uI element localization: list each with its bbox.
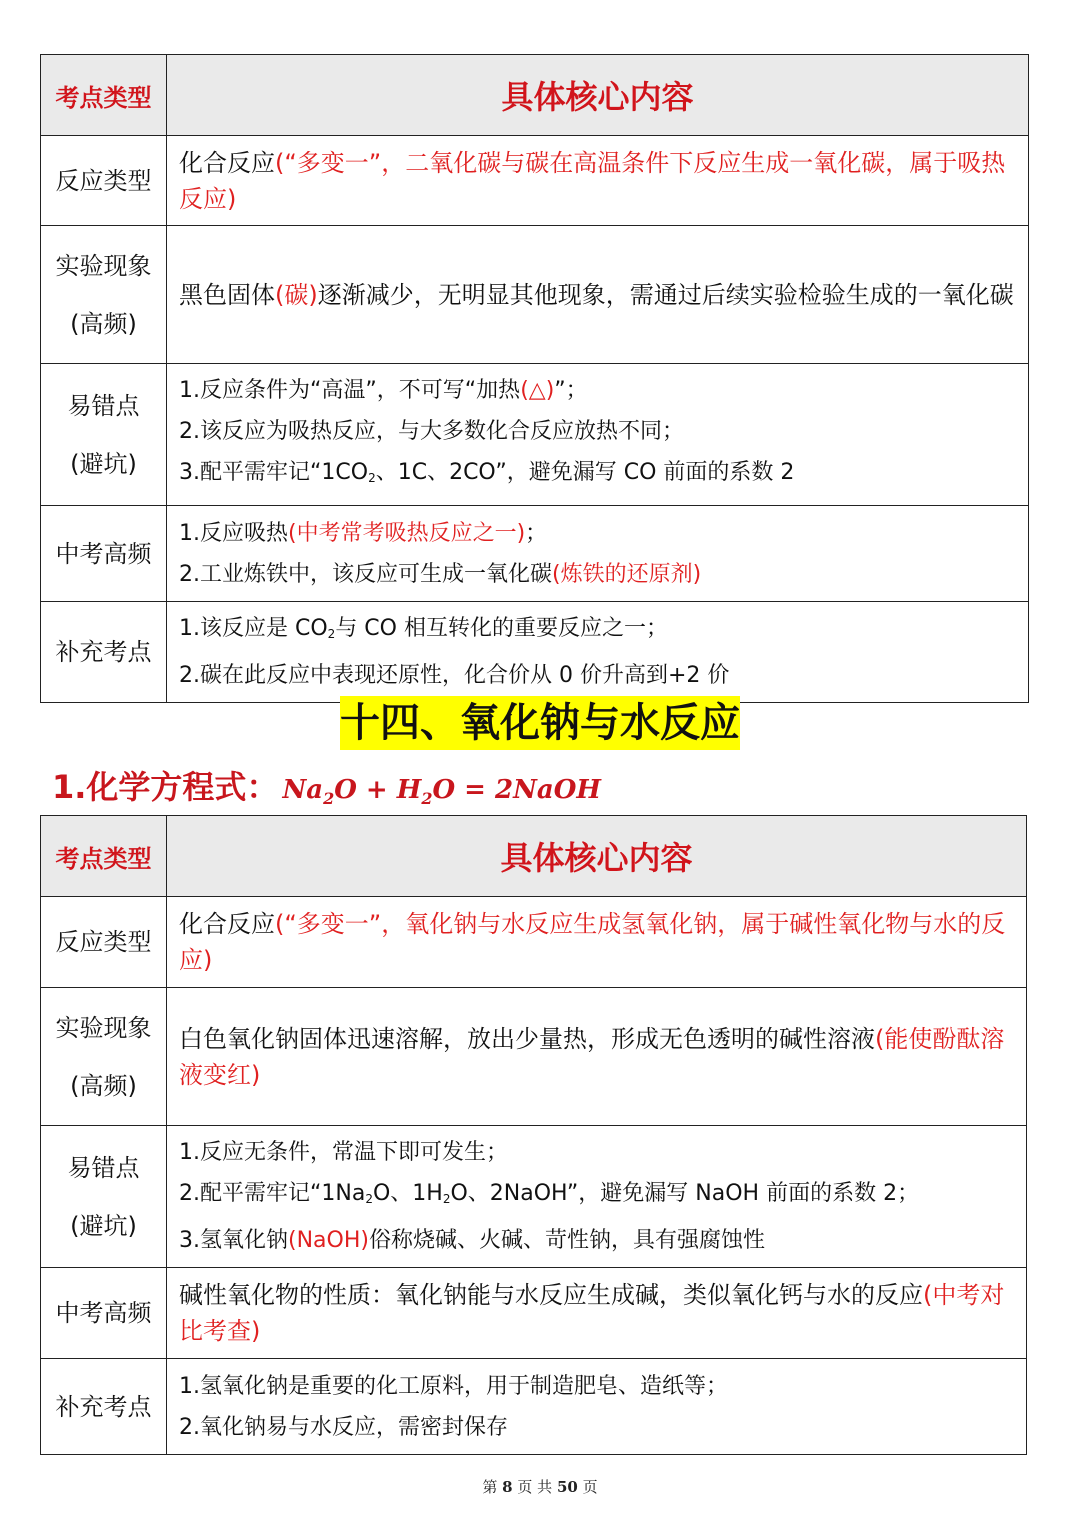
item-text: 2.配平需牢记“1Na (179, 1181, 366, 1206)
label-line: (高频) (70, 309, 137, 338)
equation-line (52, 762, 601, 812)
item-note: (NaOH) (288, 1228, 369, 1253)
table-row (41, 897, 1027, 988)
content-note: (能使酚酞溶液变红) (179, 1024, 1005, 1089)
label-line: (避坑) (70, 1211, 137, 1240)
section-title: 十四、氧化钠与水反应 (340, 696, 740, 750)
item-text: 3.配平需牢记“1CO (179, 460, 369, 485)
item-text: 1.该反应是 CO (179, 616, 328, 641)
row-label: 中考高频 (41, 1268, 167, 1359)
row-label (41, 364, 167, 506)
item-note: (△) (520, 378, 555, 403)
table-row (41, 602, 1029, 703)
item-note: (炼铁的还原剂) (552, 561, 702, 587)
subscript: 2 (368, 471, 376, 485)
list-item (179, 608, 1018, 655)
item-note: (中考常考吸热反应之一) (288, 520, 526, 546)
item-text: O、1H (372, 1181, 443, 1206)
chemical-equation: $Na_2O + H_2O$ = 2NaOH (282, 775, 601, 809)
subscript: 2 (327, 627, 336, 641)
header-category: 考点类型 (41, 816, 167, 897)
item-text: 1.反应条件为“高温”，不可写“加热 (179, 378, 521, 403)
header-content: 具体核心内容 (167, 816, 1027, 897)
list-item: 2.碳在此反应中表现还原性，化合价从 0 价升高到+2 价 (179, 663, 730, 688)
table-row (41, 506, 1029, 602)
content-note: (碳) (275, 280, 318, 309)
item-text: 3.氢氧化钠 (179, 1228, 288, 1253)
row-content (167, 506, 1029, 602)
content-text: 化合反应 (179, 148, 275, 177)
row-label (41, 226, 167, 364)
list-item: 1.反应无条件，常温下即可发生； (179, 1140, 508, 1165)
table-header-row (41, 816, 1027, 897)
table-sodium-oxide-reaction (40, 815, 1027, 1455)
content-note: (中考对比考查) (179, 1281, 1005, 1345)
row-label: 反应类型 (41, 136, 167, 226)
row-label: 反应类型 (41, 897, 167, 988)
content-text: 碱性氧化物的性质：氧化钠能与水反应生成碱，类似氧化钙与水的反应 (179, 1281, 923, 1309)
label-line: (避坑) (70, 449, 137, 478)
label-line: 实验现象 (55, 1013, 152, 1042)
row-content (167, 1359, 1027, 1455)
item-text: 俗称烧碱、火碱、苛性钠，具有强腐蚀性 (368, 1228, 765, 1253)
page-footer (0, 1476, 1080, 1497)
table-row (41, 1268, 1027, 1359)
list-item: 1.氢氧化钠是重要的化工原料，用于制造肥皂、造纸等； (179, 1373, 728, 1399)
row-label: 补充考点 (41, 602, 167, 703)
item-text: 1.反应吸热 (179, 520, 288, 546)
row-content (167, 1126, 1027, 1268)
content-text: 逐渐减少，无明显其他现象，需通过后续实验检验生成的一氧化碳 (317, 280, 1014, 309)
item-text: 与 CO 相互转化的重要反应之一； (335, 616, 668, 641)
label-line: 实验现象 (55, 251, 152, 280)
row-content (167, 364, 1029, 506)
list-item (179, 370, 1018, 411)
item-text: 2.工业炼铁中，该反应可生成一氧化碳 (179, 561, 552, 587)
table-row (41, 1126, 1027, 1268)
table-row (41, 988, 1027, 1126)
row-content (167, 1268, 1027, 1359)
subscript: 2 (365, 1192, 373, 1206)
list-item (179, 554, 1018, 595)
row-label (41, 1126, 167, 1268)
list-item (179, 452, 1018, 499)
table-row (41, 1359, 1027, 1455)
content-text: 化合反应 (179, 910, 275, 938)
content-text: 白色氧化钠固体迅速溶解，放出少量热，形成无色透明的碱性溶液 (179, 1024, 875, 1053)
content-text: 黑色固体 (179, 280, 275, 309)
label-line: 易错点 (67, 1153, 140, 1182)
row-content (167, 136, 1029, 226)
row-label (41, 988, 167, 1126)
footer-text: 页 (582, 1478, 598, 1496)
subscript: 2 (442, 1192, 451, 1206)
header-content: 具体核心内容 (167, 55, 1029, 136)
list-item: 2.氧化钠易与水反应，需密封保存 (179, 1414, 508, 1440)
row-label: 补充考点 (41, 1359, 167, 1455)
label-line: 易错点 (67, 391, 140, 420)
page-total: 50 (556, 1478, 578, 1496)
label-line: (高频) (70, 1071, 137, 1100)
equation-label: 1.化学方程式： (52, 768, 279, 806)
header-category: 考点类型 (41, 55, 167, 136)
row-content (167, 602, 1029, 703)
footer-text: 第 (482, 1478, 498, 1496)
item-text: 、1C、2CO”，避免漏写 CO 前面的系数 2 (375, 460, 795, 485)
table-row (41, 226, 1029, 364)
row-content (167, 226, 1029, 364)
list-item (179, 513, 1018, 554)
list-item: 2.该反应为吸热反应，与大多数化合反应放热不同； (179, 419, 684, 444)
row-content (167, 988, 1027, 1126)
list-item (179, 1173, 1016, 1220)
list-item (179, 1220, 1016, 1261)
table-header-row (41, 55, 1029, 136)
item-text: ； (525, 520, 548, 546)
footer-text: 页 共 (517, 1478, 553, 1496)
row-label: 中考高频 (41, 506, 167, 602)
table-row (41, 136, 1029, 226)
page-number: 8 (502, 1478, 513, 1496)
table-carbon-reaction (40, 54, 1029, 703)
row-content (167, 897, 1027, 988)
table-row (41, 364, 1029, 506)
content-note: (“多变一”，二氧化碳与碳在高温条件下反应生成一氧化碳，属于吸热反应) (179, 148, 1006, 213)
item-text: ”； (554, 378, 588, 403)
item-text: O、2NaOH”，避免漏写 NaOH 前面的系数 2； (450, 1181, 920, 1206)
content-note: (“多变一”，氧化钠与水反应生成氢氧化钠，属于碱性氧化物与水的反应) (179, 910, 1006, 974)
